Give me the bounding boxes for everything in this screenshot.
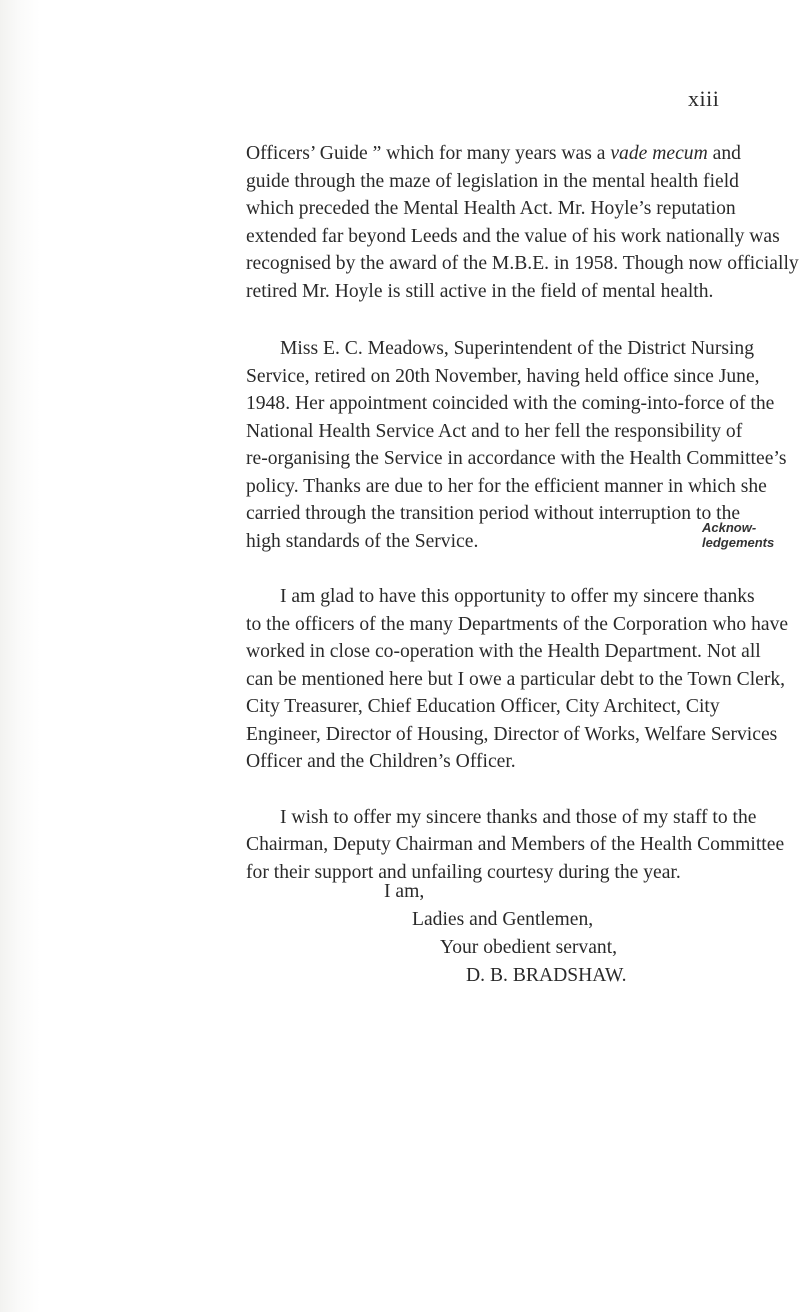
text-line: can be mentioned here but I owe a particular debt to the Town Clerk,	[246, 668, 786, 690]
margin-note-line: Acknow-	[702, 520, 757, 535]
text-line: Engineer, Director of Housing, Director of Works, Welfare Services	[246, 723, 778, 745]
text-line: National Health Service Act and to her fell the responsibility of	[246, 420, 743, 442]
text-line: Service, retired on 20th November, having held office since June,	[246, 365, 760, 387]
paragraph-acknowledgements	[246, 583, 789, 776]
closing-line: Your obedient servant,	[440, 937, 618, 958]
text-line: for their support and unfailing courtesy during the year.	[246, 861, 681, 883]
page-number: xiii	[688, 86, 720, 111]
text-line: carried through the transition period without interruption to the	[246, 503, 741, 524]
text-line: Miss E. C. Meadows, Superintendent of the District Nursing	[280, 338, 755, 359]
text-line: re-organising the Service in accordance with the Health Committee’s	[246, 448, 787, 469]
text-line: which preceded the Mental Health Act. Mr. Hoyle’s reputation	[246, 198, 736, 219]
text-line: extended far beyond Leeds and the value of his work nationally was	[246, 225, 780, 247]
text-line: retired Mr. Hoyle is still active in the field of mental health.	[246, 280, 714, 302]
signature: D. B. BRADSHAW.	[466, 965, 627, 986]
paragraph-thanks-committee	[246, 804, 785, 887]
paragraph-hoyle	[246, 140, 799, 305]
text-line: Officers’ Guide ” which for many years was a vade mecum and	[246, 143, 741, 164]
text-line: 1948. Her appointment coincided with the coming-into-force of the	[246, 393, 775, 414]
text-line: high standards of the Service.	[246, 530, 479, 552]
text-line: Officer and the Children’s Officer.	[246, 751, 516, 772]
margin-note-line: ledgements	[702, 535, 775, 550]
text-line: I am glad to have this opportunity to offer my sincere thanks	[280, 586, 755, 607]
text-line: guide through the maze of legislation in the mental health field	[246, 170, 739, 192]
text-line: to the officers of the many Departments of the Corporation who have	[246, 613, 789, 635]
text-line: Chairman, Deputy Chairman and Members of the Health Committee	[246, 834, 785, 855]
text-line: policy. Thanks are due to her for the efficient manner in which she	[246, 475, 767, 497]
italic-phrase: vade mecum	[610, 143, 708, 164]
text-line: recognised by the award of the M.B.E. in 1958. Though now officially	[246, 253, 799, 274]
text-line: I wish to offer my sincere thanks and those of my staff to the	[280, 806, 757, 828]
closing-line: I am,	[384, 881, 425, 902]
text-line: City Treasurer, Chief Education Officer, City Architect, City	[246, 696, 720, 717]
margin-note-acknowledgements	[702, 520, 798, 550]
closing-line: Ladies and Gentlemen,	[412, 909, 594, 930]
text-line: worked in close co-operation with the Health Department. Not all	[246, 641, 761, 662]
